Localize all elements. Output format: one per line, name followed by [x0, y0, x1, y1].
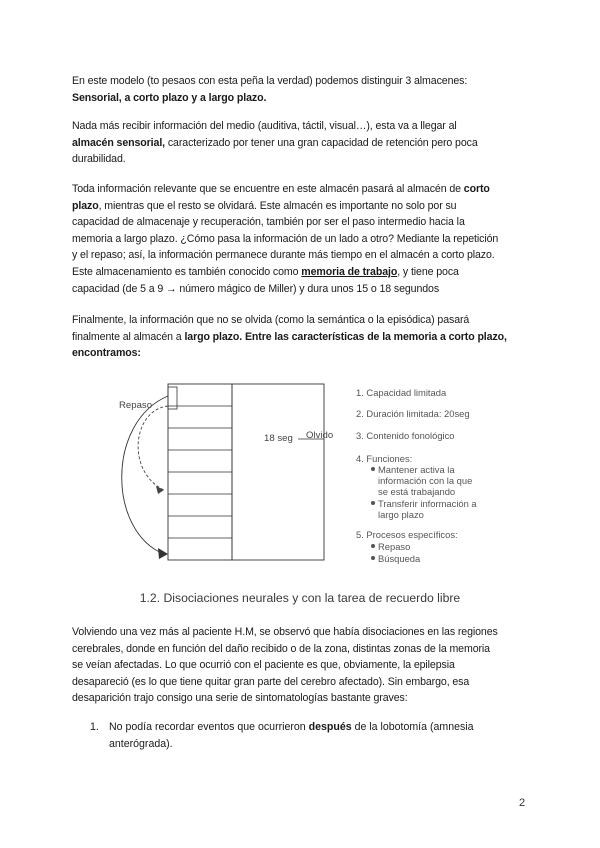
text-line: En este modelo (to pesaos con esta peña la verdad) podemos distinguir 3 almacenes:: [72, 75, 468, 87]
feature-item: 3. Contenido fonológico: [356, 430, 455, 441]
text-line: desapareció (es lo que tiene quitar gran parte del cerebro afectado). Sin embargo, esa: [72, 675, 470, 688]
text-span: de la lobotomía (amnesia: [351, 721, 474, 733]
bullet-dot: [371, 467, 375, 471]
forget-label: Olvido: [306, 430, 334, 441]
feature-item: 5. Procesos específicos:: [356, 529, 458, 540]
paragraph-short-term: [72, 181, 528, 297]
text-span: finalmente al almacén a: [72, 330, 185, 343]
rehearsal-loop: [138, 406, 168, 490]
feature-sub-item: Repaso: [378, 541, 411, 552]
transfer-arrow: [122, 396, 168, 554]
page-number: 2: [519, 797, 526, 809]
text-line: Volviendo una vez más al paciente H.M, se observó que había disociaciones en las regiones: [72, 626, 498, 638]
text-line: Finalmente, la información que no se olvida (como la semántica o la episódica) pasará: [72, 314, 470, 326]
bold-text: encontramos:: [72, 347, 141, 360]
text-line: se veían afectadas. Lo que ocurrió con el paciente es que, obviamente, la epilepsia: [72, 659, 455, 672]
underlined-term: memoria de trabajo: [301, 265, 398, 278]
bold-text: corto: [463, 183, 490, 195]
text-line: capacidad (de 5 a 9 → número mágico de Miller) y dura unos 15 o 18 segundos: [72, 282, 440, 295]
feature-sub-item: información con la que: [378, 475, 473, 486]
text-span: , mientras que el resto se olvidará. Este almacén es importante no solo por su: [98, 199, 457, 212]
paragraph-hm: [72, 624, 528, 707]
feature-sub-item: largo plazo: [378, 509, 424, 520]
bold-text: almacén sensorial,: [72, 136, 166, 149]
paragraph-sensory: [72, 118, 528, 168]
text-span: caracterizado por tener una gran capacidad de retención pero poca: [165, 136, 478, 149]
memory-diagram: [112, 382, 334, 568]
feature-item: 2. Duración limitada: 20seg: [356, 408, 470, 419]
text-line: capacidad de almacenaje y recuperación, también por ser el paso intermedio hacia la: [72, 216, 465, 229]
paragraph-models: [72, 73, 528, 106]
feature-sub-item: Mantener activa la: [378, 464, 455, 475]
text-line: memoria a largo plazo. ¿Cómo pasa la información de un lado a otro? Mediante la repetición: [72, 232, 499, 245]
text-span: , y tiene poca: [397, 265, 459, 278]
rehearsal-loop-head: [156, 486, 164, 494]
text-span: Toda información relevante que se encuentre en este almacén pasará al almacén de: [72, 183, 464, 195]
text-line: anterógrada).: [109, 737, 173, 750]
rehearsal-label: Repaso: [119, 400, 153, 411]
text-line: y el repaso; así, la información permanece durante más tiempo en el almacén a corto plazo.: [72, 249, 495, 262]
time-label: 18 seg: [264, 433, 293, 444]
bold-text: Sensorial, a corto plazo y a largo plazo.: [72, 91, 267, 104]
bullet-dot: [371, 544, 375, 548]
section-heading: 1.2. Disociaciones neurales y con la tarea de recuerdo libre: [139, 591, 461, 605]
feature-sub-item: Transferir información a: [378, 498, 477, 509]
text-line: Nada más recibir información del medio (auditiva, táctil, visual…), esta va a llegar al: [72, 120, 457, 132]
text-line: durabilidad.: [72, 153, 126, 166]
text-span: No podía recordar eventos que ocurrieron: [109, 721, 309, 733]
bold-text: plazo: [72, 199, 99, 212]
feature-item: 1. Capacidad limitada: [356, 387, 447, 398]
text-span: Este almacenamiento es también conocido como: [72, 265, 302, 278]
paragraph-long-term: [72, 312, 528, 362]
transfer-arrow-head: [158, 548, 168, 559]
decay-box: [232, 384, 324, 560]
feature-sub-item: se está trabajando: [378, 486, 456, 497]
text-line: desaparición trajo consigo una serie de sintomatologías bastante graves:: [72, 692, 408, 705]
bold-text: largo plazo. Entre las características de la memoria a corto plazo,: [184, 330, 507, 343]
bullet-dot: [371, 556, 375, 560]
list-text: [109, 719, 528, 752]
storage-slots: [168, 406, 232, 538]
bold-text: después: [308, 721, 352, 733]
bullet-dot: [371, 501, 375, 505]
feature-item: 4. Funciones:: [356, 453, 413, 464]
list-number: 1.: [90, 721, 99, 733]
text-line: cerebrales, donde en función del daño recibido o de la zona, distintas zonas de la memoria: [72, 642, 490, 655]
feature-sub-item: Búsqueda: [378, 553, 421, 564]
